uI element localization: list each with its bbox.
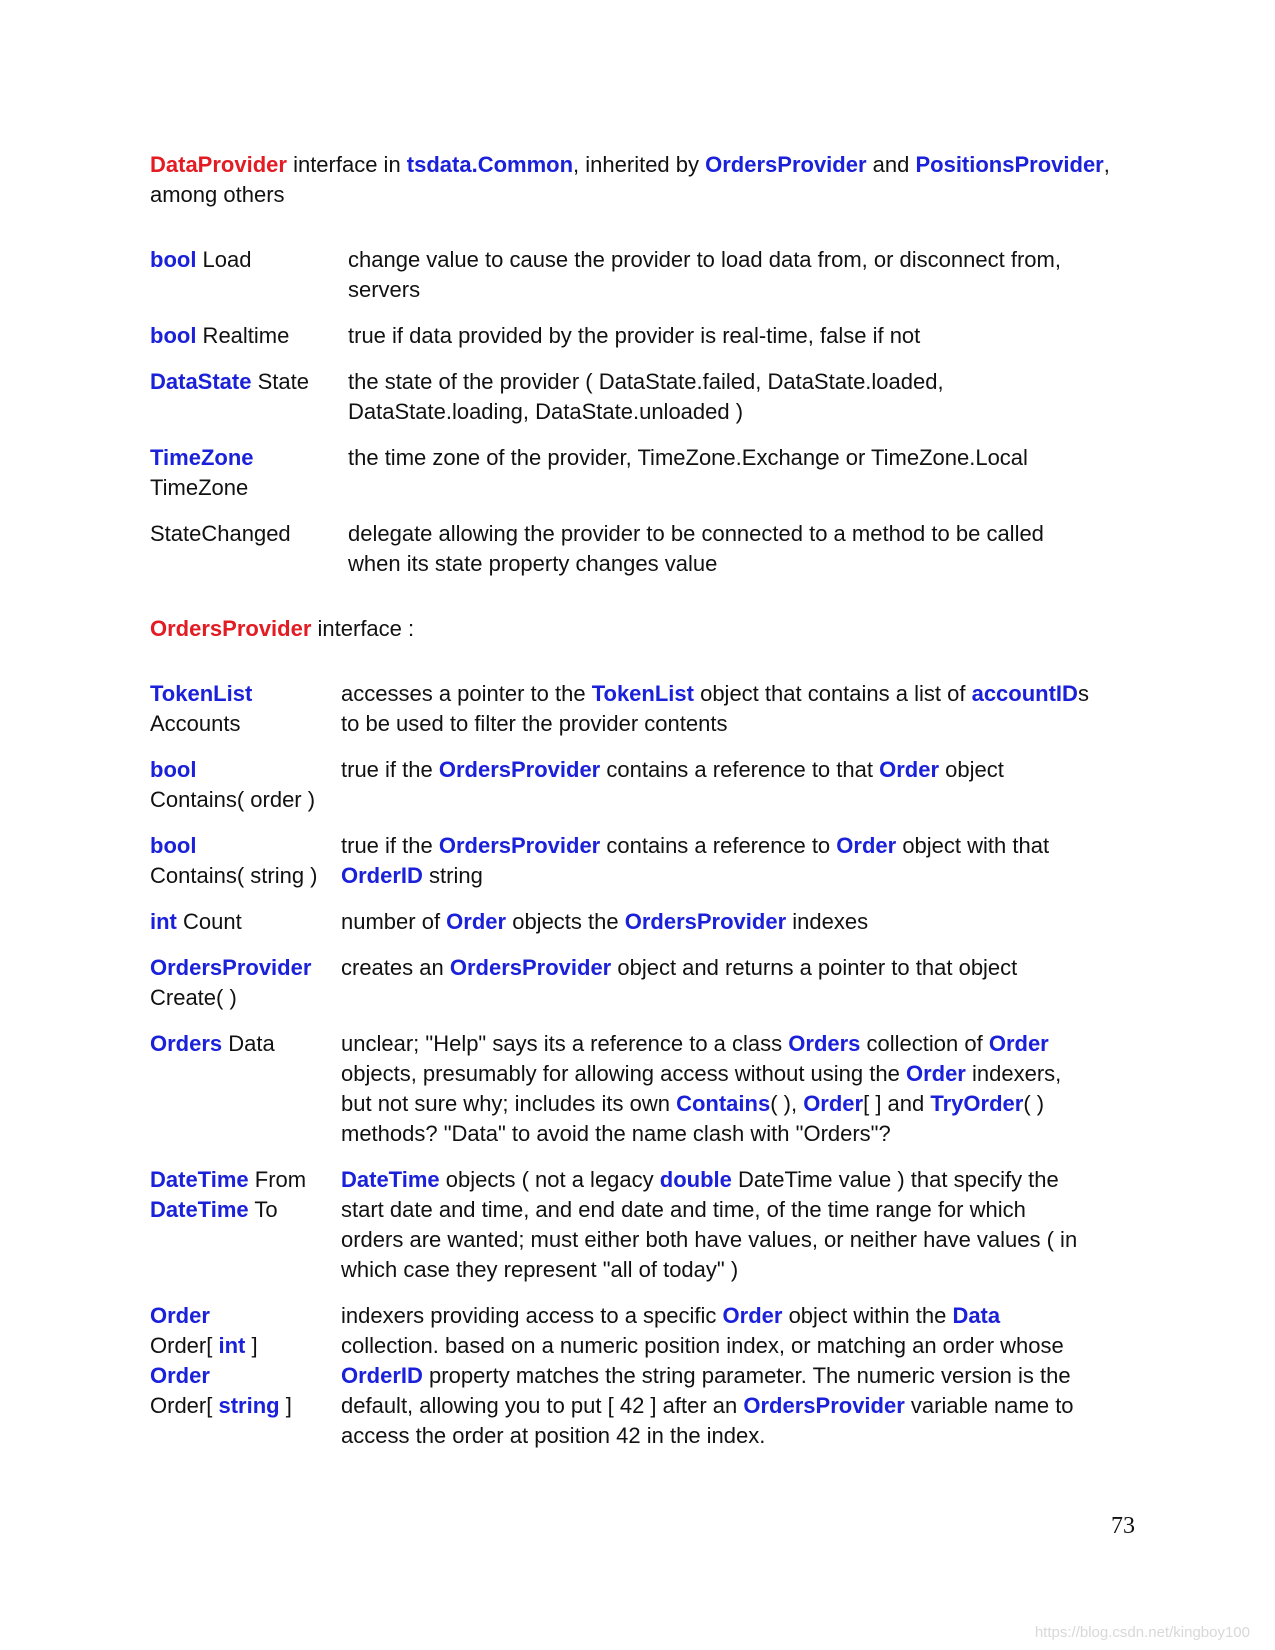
definition-term xyxy=(150,367,348,397)
definition-row xyxy=(150,367,1130,427)
interface-name: DataProvider xyxy=(150,152,287,177)
description-text: unclear; "Help" says its a reference to a class xyxy=(341,1031,789,1056)
definition-row xyxy=(150,1029,1130,1149)
definition-term xyxy=(150,679,341,739)
definition-term xyxy=(150,245,348,275)
description-line: change value to cause the provider to load data from, or disconnect from, xyxy=(348,247,1061,272)
description-text: ( ), xyxy=(770,1091,804,1116)
class-reference: Order xyxy=(803,1091,864,1116)
description-text: indexers, xyxy=(965,1061,1062,1086)
class-reference: Order xyxy=(722,1303,783,1328)
definition-row xyxy=(150,1165,1130,1285)
type-keyword: Order xyxy=(150,1363,210,1388)
type-keyword: bool xyxy=(150,757,197,782)
class-reference: OrdersProvider xyxy=(438,757,601,782)
definition-row xyxy=(150,1301,1130,1451)
title-text: , xyxy=(1103,152,1110,177)
description-line xyxy=(341,831,1130,861)
definition-description xyxy=(341,953,1130,983)
title-text: and xyxy=(866,152,916,177)
definition-description xyxy=(341,831,1130,891)
class-reference: OrderID xyxy=(341,863,423,888)
description-text: true if the xyxy=(341,757,439,782)
description-text: contains a reference to that xyxy=(600,757,880,782)
definition-description xyxy=(341,679,1130,739)
definition-description xyxy=(341,1301,1130,1451)
type-keyword: Orders xyxy=(150,1031,223,1056)
definition-row xyxy=(150,519,1130,579)
definition-row xyxy=(150,245,1130,305)
title-text: interface in xyxy=(286,152,407,177)
description-text: property matches the string parameter. The numeric version is the xyxy=(422,1363,1071,1388)
class-name: OrdersProvider xyxy=(705,152,867,177)
title-text: interface : xyxy=(311,616,415,641)
description-line: methods? "Data" to avoid the name clash with "Orders"? xyxy=(341,1121,891,1146)
member-name: Realtime xyxy=(196,323,290,348)
description-line xyxy=(341,1361,1130,1391)
description-text: object and returns a pointer to that object xyxy=(611,955,1018,980)
description-text: objects ( not a legacy xyxy=(439,1167,660,1192)
class-reference: Order xyxy=(446,909,507,934)
description-line: delegate allowing the provider to be connected to a method to be called xyxy=(348,521,1044,546)
description-text: variable name to xyxy=(904,1393,1074,1418)
type-keyword: TimeZone xyxy=(150,445,254,470)
definition-term xyxy=(150,953,341,1013)
description-line: when its state property changes value xyxy=(348,551,718,576)
member-name: Contains( string ) xyxy=(150,863,318,888)
member-name: State xyxy=(251,369,309,394)
definition-row xyxy=(150,953,1130,1013)
description-line: the time zone of the provider, TimeZone.Exchange or TimeZone.Local xyxy=(348,445,1028,470)
method-reference: Contains xyxy=(676,1091,771,1116)
class-reference: OrdersProvider xyxy=(449,955,612,980)
type-keyword: Order xyxy=(150,1303,210,1328)
member-name: StateChanged xyxy=(150,521,291,546)
description-line xyxy=(341,861,1130,891)
class-reference: Order xyxy=(879,757,940,782)
type-keyword: bool xyxy=(150,247,197,272)
definition-row xyxy=(150,907,1130,937)
description-text: [ ] and xyxy=(863,1091,931,1116)
definition-row xyxy=(150,321,1130,351)
description-line: access the order at position 42 in the index. xyxy=(341,1423,766,1448)
description-line xyxy=(341,1029,1130,1059)
description-text: object within the xyxy=(782,1303,953,1328)
description-line: servers xyxy=(348,277,421,302)
member-name: Count xyxy=(176,909,242,934)
description-line xyxy=(341,953,1130,983)
title-text: , inherited by xyxy=(573,152,706,177)
description-line: collection. based on a numeric position index, or matching an order whose xyxy=(341,1333,1064,1358)
definition-description xyxy=(341,907,1130,937)
member-name: Load xyxy=(196,247,252,272)
section-title-dataprovider xyxy=(150,150,1130,210)
description-text: accesses a pointer to the xyxy=(341,681,592,706)
type-keyword: double xyxy=(659,1167,732,1192)
property-reference: Data xyxy=(952,1303,1001,1328)
class-name: PositionsProvider xyxy=(915,152,1104,177)
type-keyword: string xyxy=(218,1393,280,1418)
description-line xyxy=(341,907,1130,937)
ordersprovider-definition-list xyxy=(150,679,1130,1451)
title-continuation: among others xyxy=(150,182,285,207)
type-keyword: bool xyxy=(150,833,197,858)
member-name: Create( ) xyxy=(150,985,237,1010)
class-reference: OrdersProvider xyxy=(743,1393,905,1418)
description-text: DateTime value ) that specify the xyxy=(731,1167,1059,1192)
type-keyword: int xyxy=(150,909,177,934)
description-text: objects, presumably for allowing access without using the xyxy=(341,1061,906,1086)
description-text: objects the xyxy=(506,909,625,934)
definition-description xyxy=(341,1165,1130,1285)
definition-description xyxy=(348,367,1130,427)
definition-term xyxy=(150,907,341,937)
description-text: indexers providing access to a specific xyxy=(341,1303,723,1328)
class-reference: OrdersProvider xyxy=(624,909,787,934)
watermark: https://blog.csdn.net/kingboy100 xyxy=(1034,1624,1250,1641)
description-line xyxy=(341,1089,1130,1119)
type-keyword: OrdersProvider xyxy=(150,955,312,980)
definition-description xyxy=(348,245,1130,305)
dataprovider-definition-list xyxy=(150,245,1130,579)
class-reference: Orders xyxy=(788,1031,861,1056)
definition-description xyxy=(348,443,1130,473)
description-text: object with that xyxy=(896,833,1050,858)
type-keyword: int xyxy=(218,1333,246,1358)
definition-term xyxy=(150,519,348,549)
namespace-name: tsdata.Common xyxy=(406,152,574,177)
description-line: the state of the provider ( DataState.failed, DataState.loaded, xyxy=(348,369,944,394)
section-title-ordersprovider xyxy=(150,614,1130,644)
description-line: to be used to filter the provider contents xyxy=(341,711,728,736)
page-number: 73 xyxy=(1111,1513,1135,1539)
description-text: object that contains a list of xyxy=(693,681,972,706)
definition-row xyxy=(150,443,1130,503)
definition-term xyxy=(150,1165,341,1225)
description-text: true if the xyxy=(341,833,439,858)
definition-term xyxy=(150,831,341,891)
description-line: which case they represent "all of today" ) xyxy=(341,1257,739,1282)
type-keyword: TokenList xyxy=(150,681,253,706)
description-line xyxy=(341,1301,1130,1331)
description-text: s xyxy=(1077,681,1089,706)
description-text: but not sure why; includes its own xyxy=(341,1091,677,1116)
type-keyword: DateTime xyxy=(150,1197,249,1222)
definition-row xyxy=(150,755,1130,815)
definition-term xyxy=(150,443,348,503)
definition-term xyxy=(150,755,341,815)
description-text: ( ) xyxy=(1023,1091,1045,1116)
description-text: collection of xyxy=(860,1031,989,1056)
type-keyword: bool xyxy=(150,323,197,348)
description-line xyxy=(341,1165,1130,1195)
description-text: object xyxy=(939,757,1004,782)
description-text: contains a reference to xyxy=(600,833,837,858)
class-reference: DateTime xyxy=(341,1167,440,1192)
term-line xyxy=(150,1331,323,1361)
class-reference: OrdersProvider xyxy=(438,833,601,858)
member-name: To xyxy=(248,1197,278,1222)
method-reference: TryOrder xyxy=(930,1091,1024,1116)
description-line xyxy=(341,1059,1130,1089)
type-keyword: DateTime xyxy=(150,1167,249,1192)
member-name: Contains( order ) xyxy=(150,787,316,812)
description-line xyxy=(341,755,1130,785)
definition-term xyxy=(150,1029,341,1059)
member-name: Order[ xyxy=(150,1393,219,1418)
description-line: true if data provided by the provider is real-time, false if not xyxy=(348,323,921,348)
description-line: start date and time, and end date and time, of the time range for which xyxy=(341,1197,1026,1222)
description-line: DataState.loading, DataState.unloaded ) xyxy=(348,399,744,424)
description-text: indexes xyxy=(786,909,869,934)
definition-term xyxy=(150,1301,341,1421)
definition-description xyxy=(341,1029,1130,1149)
definition-description xyxy=(348,519,1130,579)
class-reference: Order xyxy=(988,1031,1049,1056)
type-keyword: DataState xyxy=(150,369,252,394)
member-name: ] xyxy=(245,1333,258,1358)
term-line xyxy=(150,1165,323,1195)
description-line xyxy=(341,679,1130,709)
class-reference: Order xyxy=(905,1061,966,1086)
member-name: Order[ xyxy=(150,1333,219,1358)
description-text: number of xyxy=(341,909,447,934)
description-text: string xyxy=(422,863,483,888)
member-name: Data xyxy=(222,1031,275,1056)
definition-row xyxy=(150,679,1130,739)
class-reference: TokenList xyxy=(591,681,694,706)
description-line xyxy=(341,1391,1130,1421)
member-name: From xyxy=(248,1167,307,1192)
term-line xyxy=(150,1195,323,1225)
description-text: default, allowing you to put [ 42 ] after an xyxy=(341,1393,744,1418)
interface-name: OrdersProvider xyxy=(150,616,312,641)
definition-description xyxy=(341,755,1130,785)
member-name: Accounts xyxy=(150,711,241,736)
description-text: creates an xyxy=(341,955,450,980)
definition-description xyxy=(348,321,1130,351)
description-line: orders are wanted; must either both have values, or neither have values ( in xyxy=(341,1227,1078,1252)
definition-term xyxy=(150,321,348,351)
class-reference: Order xyxy=(836,833,897,858)
term-line xyxy=(150,1391,323,1421)
page-content xyxy=(150,150,1130,1451)
member-name: ] xyxy=(279,1393,292,1418)
class-reference: accountID xyxy=(971,681,1078,706)
definition-row xyxy=(150,831,1130,891)
member-name: TimeZone xyxy=(150,475,249,500)
property-reference: OrderID xyxy=(341,1363,423,1388)
